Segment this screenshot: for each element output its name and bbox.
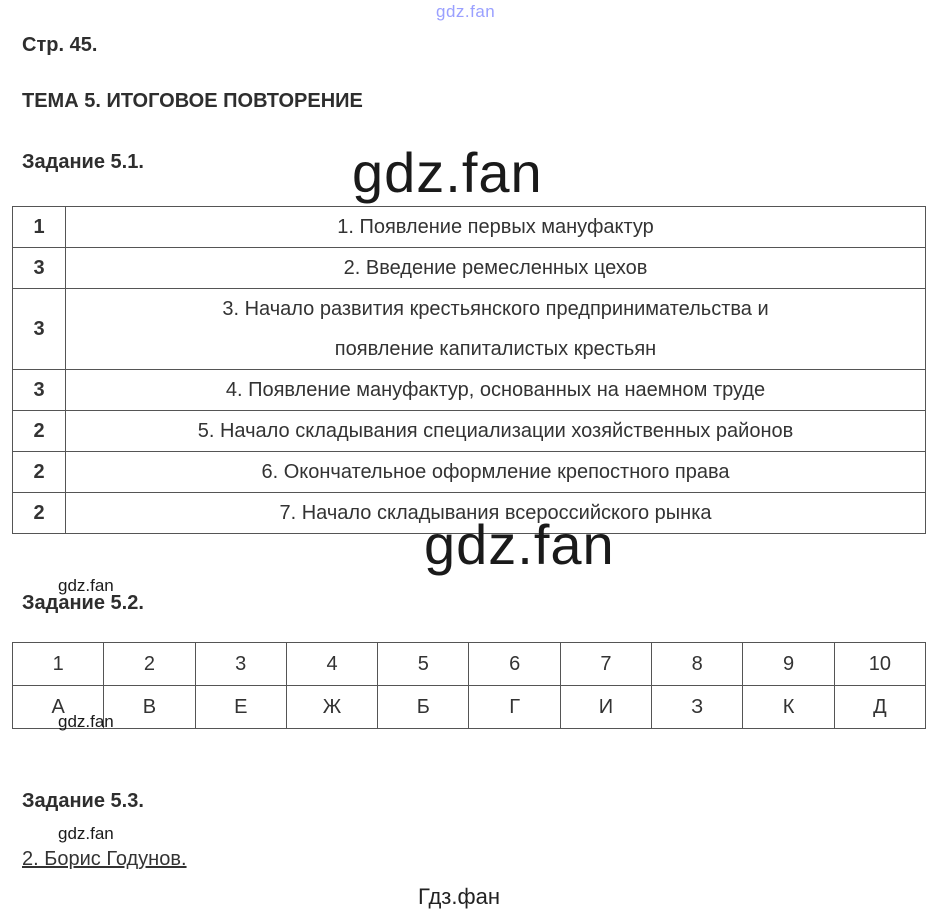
- topic-title: ТЕМА 5. ИТОГОВОЕ ПОВТОРЕНИЕ: [22, 90, 363, 112]
- letter-cell: В: [104, 686, 195, 729]
- row-statement: 1. Появление первых мануфактур: [66, 207, 926, 248]
- watermark-top: gdz.fan: [436, 2, 496, 21]
- task-5-1-table: [12, 206, 926, 534]
- number-cell: 3: [195, 643, 286, 686]
- table-row: [13, 248, 926, 289]
- number-cell: 9: [743, 643, 834, 686]
- letter-cell: Д: [834, 686, 925, 729]
- answer-text: 2. Борис Годунов: [22, 848, 181, 870]
- watermark-small: gdz.fan: [58, 712, 114, 731]
- answer-period: .: [180, 848, 187, 870]
- row-statement: 2. Введение ремесленных цехов: [66, 248, 926, 289]
- row-answer: 2: [13, 411, 66, 452]
- letter-cell: Б: [378, 686, 469, 729]
- number-cell: 7: [560, 643, 651, 686]
- task-5-3-answer: [22, 848, 187, 871]
- row-statement: 5. Начало складывания специализации хозяйственных районов: [66, 411, 926, 452]
- watermark-large: gdz.fan: [352, 141, 543, 204]
- number-cell: 8: [652, 643, 743, 686]
- row-answer: 3: [13, 289, 66, 370]
- page-label: Стр. 45.: [22, 34, 98, 56]
- row-answer: 2: [13, 493, 66, 534]
- task-5-2-title: Задание 5.2.: [22, 592, 144, 614]
- letter-cell: Г: [469, 686, 560, 729]
- number-cell: 4: [286, 643, 377, 686]
- number-cell: 6: [469, 643, 560, 686]
- letter-cell: Ж: [286, 686, 377, 729]
- letter-cell: З: [652, 686, 743, 729]
- table-row: [13, 686, 926, 729]
- letter-cell: А: [13, 686, 104, 729]
- table-row: [13, 289, 926, 370]
- row-answer: 3: [13, 370, 66, 411]
- table-row: [13, 452, 926, 493]
- row-answer: 3: [13, 248, 66, 289]
- watermark-small: gdz.fan: [58, 576, 114, 595]
- letter-cell: И: [560, 686, 651, 729]
- row-statement: 4. Появление мануфактур, основанных на наемном труде: [66, 370, 926, 411]
- watermark-large: gdz.fan: [424, 513, 615, 576]
- table-row: [13, 370, 926, 411]
- watermark-small: gdz.fan: [58, 824, 114, 843]
- number-cell: 2: [104, 643, 195, 686]
- table-row: [13, 411, 926, 452]
- task-5-2-table: [12, 642, 926, 729]
- row-answer: 2: [13, 452, 66, 493]
- task-5-1-title: Задание 5.1.: [22, 151, 144, 173]
- table-row: [13, 207, 926, 248]
- number-cell: 5: [378, 643, 469, 686]
- footer-watermark: Гдз.фан: [418, 884, 500, 909]
- table-row: [13, 643, 926, 686]
- number-cell: 10: [834, 643, 925, 686]
- row-statement: 7. Начало складывания всероссийского рынка: [66, 493, 926, 534]
- row-statement: 3. Начало развития крестьянского предпринимательства и появление капиталистых крестьян: [66, 289, 926, 370]
- row-answer: 1: [13, 207, 66, 248]
- letter-cell: К: [743, 686, 834, 729]
- task-5-3-title: Задание 5.3.: [22, 790, 144, 812]
- number-cell: 1: [13, 643, 104, 686]
- letter-cell: Е: [195, 686, 286, 729]
- row-statement: 6. Окончательное оформление крепостного права: [66, 452, 926, 493]
